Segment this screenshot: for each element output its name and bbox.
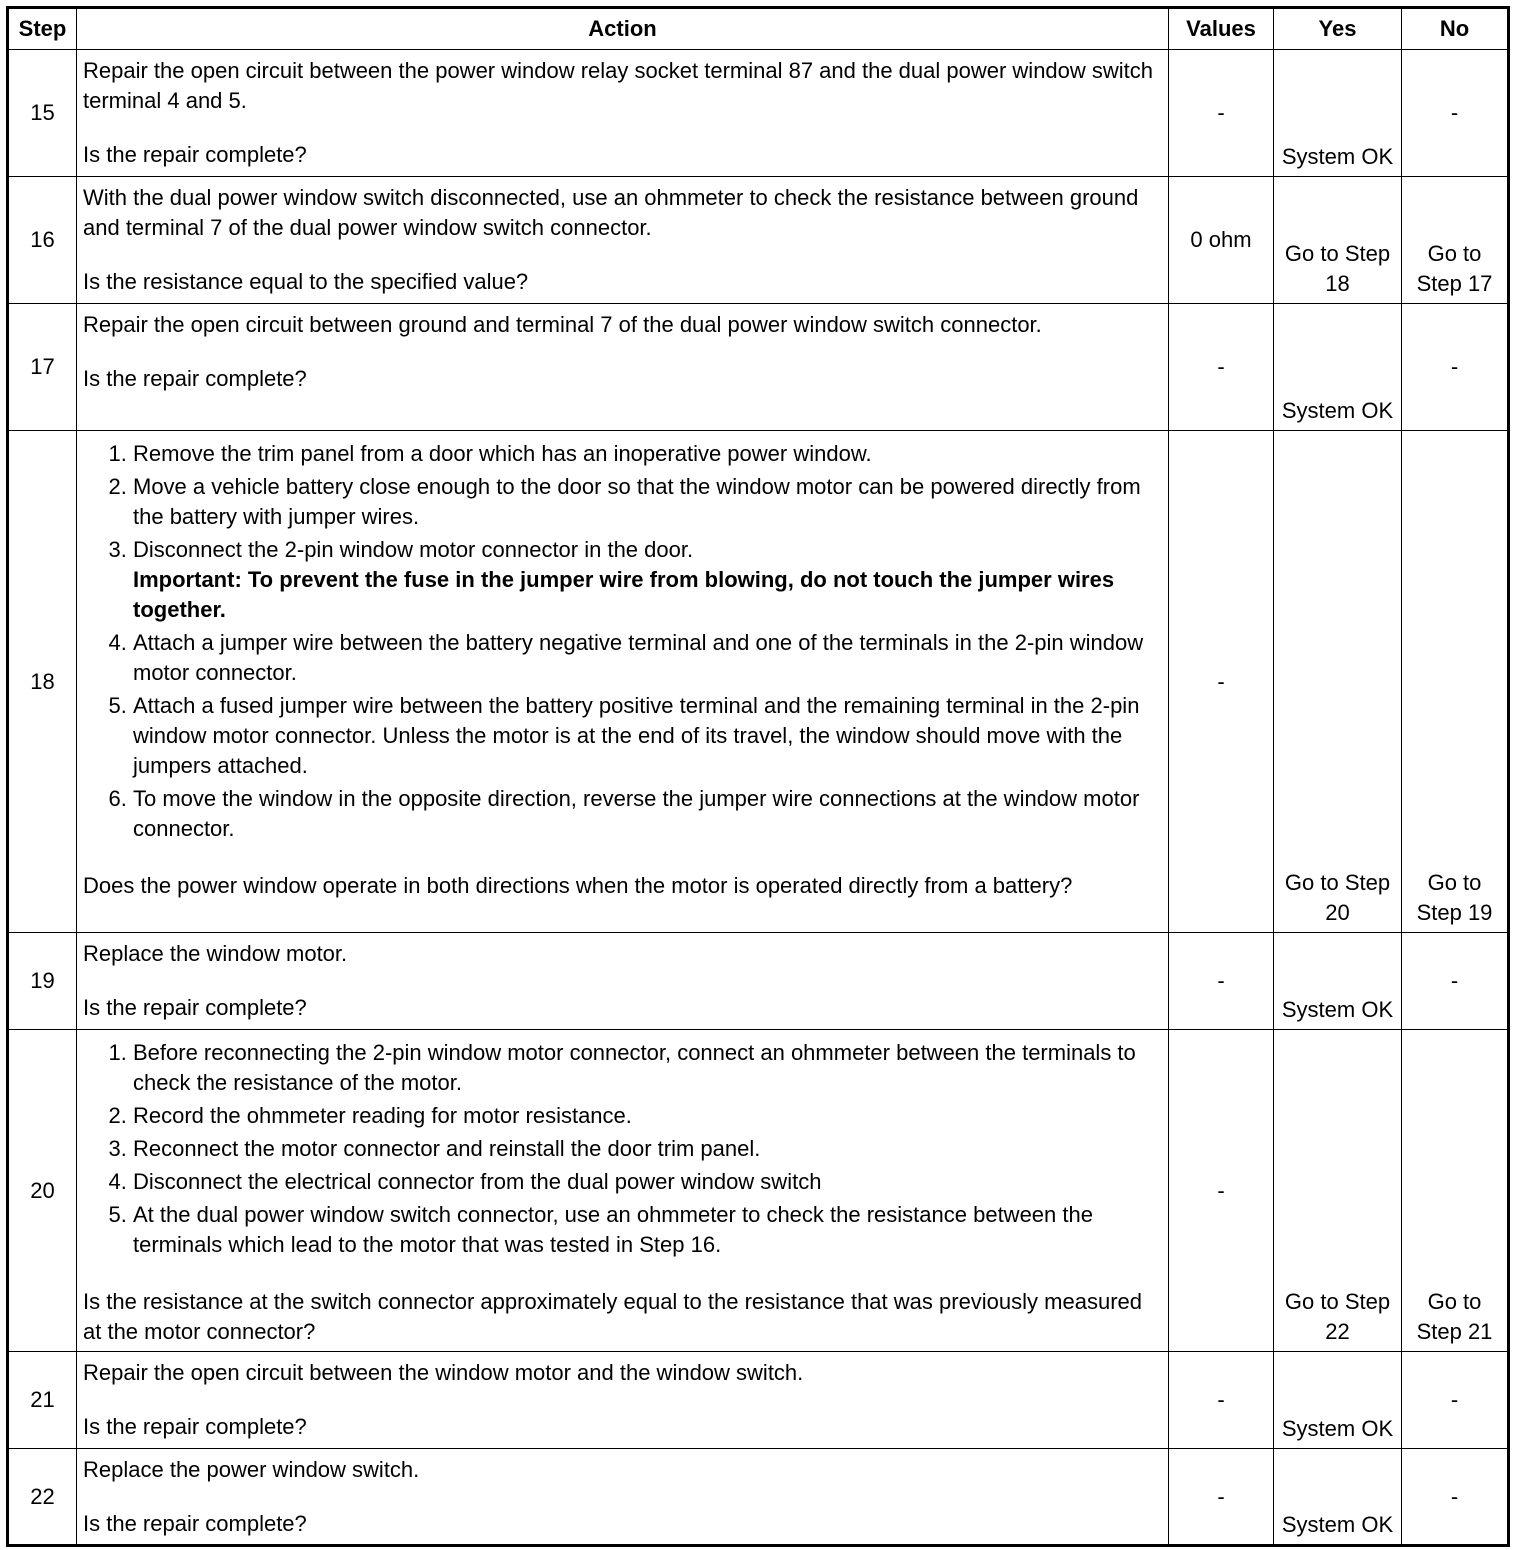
no-cell: - [1402, 50, 1509, 177]
header-yes: Yes [1274, 8, 1402, 50]
table-row [8, 1030, 1509, 1352]
procedure-item-text: 3. Disconnect the 2-pin window motor connector in the door. [133, 537, 694, 562]
value-cell: - [1169, 431, 1274, 933]
step-number: 16 [8, 177, 77, 304]
procedure-item: 2. Move a vehicle battery close enough to the door so that the window motor can be powered directly from the battery with jumper wires. [133, 472, 1160, 532]
table-row [8, 177, 1509, 304]
procedure-item: 2. Record the ohmmeter reading for motor resistance. [133, 1101, 1160, 1131]
step-number: 17 [8, 304, 77, 431]
action-question: Is the repair complete? [83, 366, 307, 391]
action-question: Does the power window operate in both directions when the motor is operated directly from a battery? [83, 873, 1073, 898]
action-text: Repair the open circuit between the window motor and the window switch. [83, 1360, 804, 1385]
yes-cell: Go to Step 22 [1274, 1030, 1402, 1352]
step-number: 19 [8, 933, 77, 1030]
action-cell [77, 933, 1169, 1030]
procedure-list [83, 1038, 1160, 1260]
no-cell: Go to Step 17 [1402, 177, 1509, 304]
header-row [8, 8, 1509, 50]
action-text: Repair the open circuit between the power window relay socket terminal 87 and the dual power window switch terminal 4 and 5. [83, 58, 1154, 113]
value-cell: - [1169, 50, 1274, 177]
table-row [8, 1352, 1509, 1449]
yes-cell: System OK [1274, 1352, 1402, 1449]
action-question: Is the resistance equal to the specified value? [83, 269, 529, 294]
action-text: Replace the window motor. [83, 941, 348, 966]
yes-cell: System OK [1274, 50, 1402, 177]
header-no: No [1402, 8, 1509, 50]
step-number: 21 [8, 1352, 77, 1449]
value-cell: - [1169, 304, 1274, 431]
action-question: Is the resistance at the switch connector approximately equal to the resistance that was previously measured at the motor connector? [83, 1289, 1142, 1344]
yes-cell: Go to Step 18 [1274, 177, 1402, 304]
yes-cell: System OK [1274, 304, 1402, 431]
action-cell [77, 1352, 1169, 1449]
action-cell [77, 1449, 1169, 1546]
procedure-list [83, 439, 1160, 844]
action-cell [77, 177, 1169, 304]
table-row [8, 431, 1509, 933]
procedure-item [133, 535, 1160, 625]
yes-cell: Go to Step 20 [1274, 431, 1402, 933]
yes-cell: System OK [1274, 933, 1402, 1030]
no-cell: - [1402, 304, 1509, 431]
procedure-item: 1. Before reconnecting the 2-pin window motor connector, connect an ohmmeter between the terminals to check the resistance of the motor. [133, 1038, 1160, 1098]
no-cell: Go to Step 21 [1402, 1030, 1509, 1352]
procedure-item: 1. Remove the trim panel from a door which has an inoperative power window. [133, 439, 1160, 469]
action-cell [77, 1030, 1169, 1352]
no-cell: - [1402, 1449, 1509, 1546]
action-cell [77, 304, 1169, 431]
action-question: Is the repair complete? [83, 1511, 307, 1536]
important-note: Important: To prevent the fuse in the jumper wire from blowing, do not touch the jumper wires together. [133, 567, 1115, 622]
table-row [8, 50, 1509, 177]
step-number: 15 [8, 50, 77, 177]
diagnostic-table [6, 6, 1510, 1547]
no-cell: Go to Step 19 [1402, 431, 1509, 933]
header-values: Values [1169, 8, 1274, 50]
value-cell: 0 ohm [1169, 177, 1274, 304]
value-cell: - [1169, 933, 1274, 1030]
no-cell: - [1402, 1352, 1509, 1449]
action-cell [77, 431, 1169, 933]
step-number: 20 [8, 1030, 77, 1352]
action-text: Replace the power window switch. [83, 1457, 420, 1482]
action-text: Repair the open circuit between ground and terminal 7 of the dual power window switch connector. [83, 312, 1042, 337]
header-step: Step [8, 8, 77, 50]
procedure-item: 6. To move the window in the opposite direction, reverse the jumper wire connections at the window motor connector. [133, 784, 1160, 844]
table-row [8, 933, 1509, 1030]
action-question: Is the repair complete? [83, 142, 307, 167]
procedure-item: 5. At the dual power window switch connector, use an ohmmeter to check the resistance between the terminals which lead to the motor that was tested in Step 16. [133, 1200, 1160, 1260]
value-cell: - [1169, 1030, 1274, 1352]
procedure-item: 3. Reconnect the motor connector and reinstall the door trim panel. [133, 1134, 1160, 1164]
diagnostic-table-frame [6, 6, 1510, 1547]
action-question: Is the repair complete? [83, 1414, 307, 1439]
table-row [8, 304, 1509, 431]
procedure-item: 4. Disconnect the electrical connector from the dual power window switch [133, 1167, 1160, 1197]
action-question: Is the repair complete? [83, 995, 307, 1020]
step-number: 22 [8, 1449, 77, 1546]
table-row [8, 1449, 1509, 1546]
action-cell [77, 50, 1169, 177]
no-cell: - [1402, 933, 1509, 1030]
step-number: 18 [8, 431, 77, 933]
yes-cell: System OK [1274, 1449, 1402, 1546]
header-action: Action [77, 8, 1169, 50]
action-text: With the dual power window switch disconnected, use an ohmmeter to check the resistance between ground and terminal 7 of the dual power window switch connector. [83, 185, 1139, 240]
value-cell: - [1169, 1352, 1274, 1449]
procedure-item: 5. Attach a fused jumper wire between the battery positive terminal and the remaining terminal in the 2-pin window motor connector. Unless the motor is at the end of its travel, the window should move with the jumpers attached. [133, 691, 1160, 781]
procedure-item: 4. Attach a jumper wire between the battery negative terminal and one of the terminals in the 2-pin window motor connector. [133, 628, 1160, 688]
value-cell: - [1169, 1449, 1274, 1546]
